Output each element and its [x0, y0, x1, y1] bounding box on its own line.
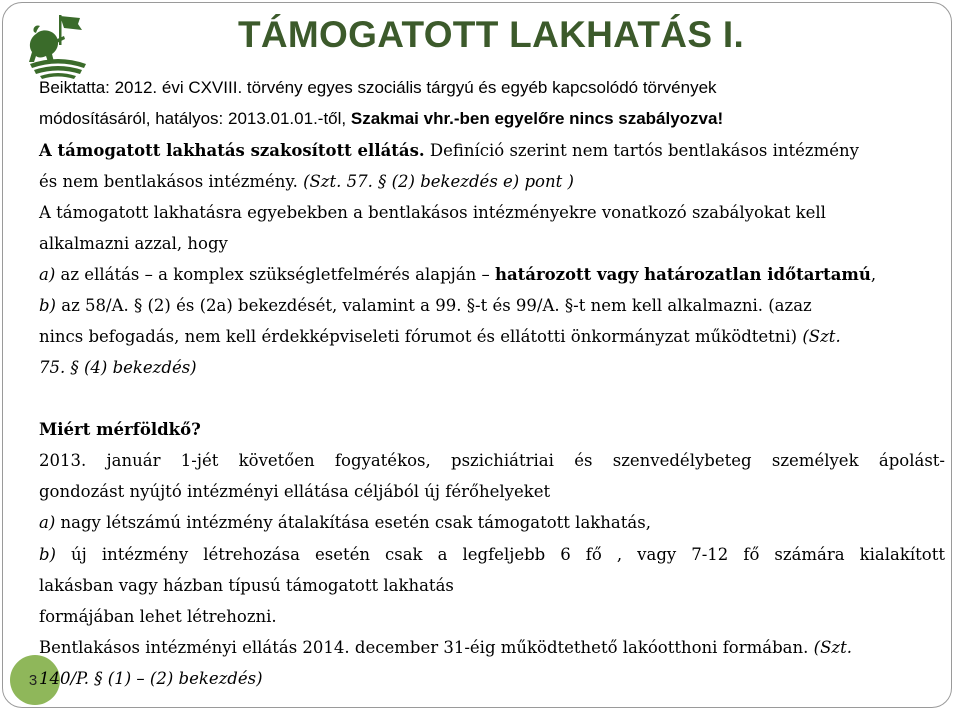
italic-text: (Szt. [802, 327, 841, 346]
text: az 58/A. § (2) és (2a) bekezdését, valamint a 99. §-t és 99/A. §-t nem kell alkalmazni. (azaz [56, 296, 812, 315]
body-line-16 [39, 576, 454, 595]
italic-text: (Szt. 57. § (2) bekezdés e) pont ) [303, 172, 574, 191]
text: gondozást nyújtó intézményi ellátása céljából új férőhelyeket [39, 482, 551, 501]
body-line-14 [39, 513, 651, 532]
text: Definíció szerint nem tartós bentlakásos intézmény [424, 141, 859, 160]
slide-title: TÁMOGATOTT LAKHATÁS I. [238, 14, 745, 55]
page-number: 3 [28, 671, 38, 689]
text: és nem bentlakásos intézmény. [39, 172, 304, 191]
heading-text: Miért mérföldkő? [39, 420, 201, 439]
italic-text: b) [39, 296, 56, 315]
body-line-19 [39, 669, 263, 688]
body-line-9 [39, 327, 841, 346]
rearing-lion-globe-logo-icon [24, 12, 92, 80]
text: módosításáról, hatályos: 2013.01.01.-től, [39, 109, 351, 128]
body-line-8 [39, 296, 812, 315]
italic-text: a) [39, 513, 56, 532]
text: 2013. január 1-jét követően fogyatékos, pszichiátriai és szenvedélybeteg személyek ápolást- [39, 451, 945, 470]
text: alkalmazni azzal, hogy [39, 234, 228, 253]
text: A támogatott lakhatásra egyebekben a bentlakásos intézményekre vonatkozó szabályokat kell [39, 203, 826, 222]
section-heading [39, 420, 201, 439]
body-line-1 [39, 78, 717, 98]
text: lakásban vagy házban típusú támogatott lakhatás [39, 576, 454, 595]
body-line-12 [39, 451, 945, 470]
body-line-5 [39, 203, 826, 222]
bold-text: határozott vagy határozatlan időtartamú [494, 265, 871, 284]
text: az ellátás – a komplex szükségletfelmérés alapján – [55, 265, 495, 284]
italic-text: a) [39, 265, 56, 284]
body-line-7 [39, 265, 876, 284]
body-line-2 [39, 109, 723, 129]
body-line-6 [39, 234, 228, 253]
body-line-17 [39, 607, 277, 626]
body-line-4 [39, 172, 574, 191]
body-line-13 [39, 482, 550, 501]
slide-frame [2, 2, 952, 708]
bold-text: Szakmai vhr.-ben egyelőre nincs szabályozva! [350, 109, 724, 128]
body-line-3 [39, 141, 859, 160]
text: formájában lehet létrehozni. [39, 607, 277, 626]
italic-text: 75. § (4) bekezdés) [39, 358, 197, 377]
body-line-15 [39, 545, 945, 564]
bold-text: A támogatott lakhatás szakosított ellátás. [39, 141, 425, 160]
text: Beiktatta: 2012. évi CXVIII. törvény egyes szociális tárgyú és egyéb kapcsolódó törvények [39, 78, 717, 97]
italic-text: b) [39, 545, 56, 564]
text: , [870, 265, 877, 284]
body-line-18 [39, 638, 852, 657]
italic-text: (Szt. [813, 638, 852, 657]
body-line-10 [39, 358, 197, 377]
italic-text: 140/P. § (1) – (2) bekezdés) [39, 669, 263, 688]
text: nincs befogadás, nem kell érdekképviseleti fórumot és ellátotti önkormányzat működtetni) [39, 327, 803, 346]
text: nagy létszámú intézmény átalakítása esetén csak támogatott lakhatás, [55, 513, 651, 532]
text: Bentlakásos intézményi ellátás 2014. december 31-éig működtethető lakóotthoni formában. [39, 638, 814, 657]
text: új intézmény létrehozása esetén csak a legfeljebb 6 fő , vagy 7-12 fő számára kialakított [56, 545, 945, 564]
